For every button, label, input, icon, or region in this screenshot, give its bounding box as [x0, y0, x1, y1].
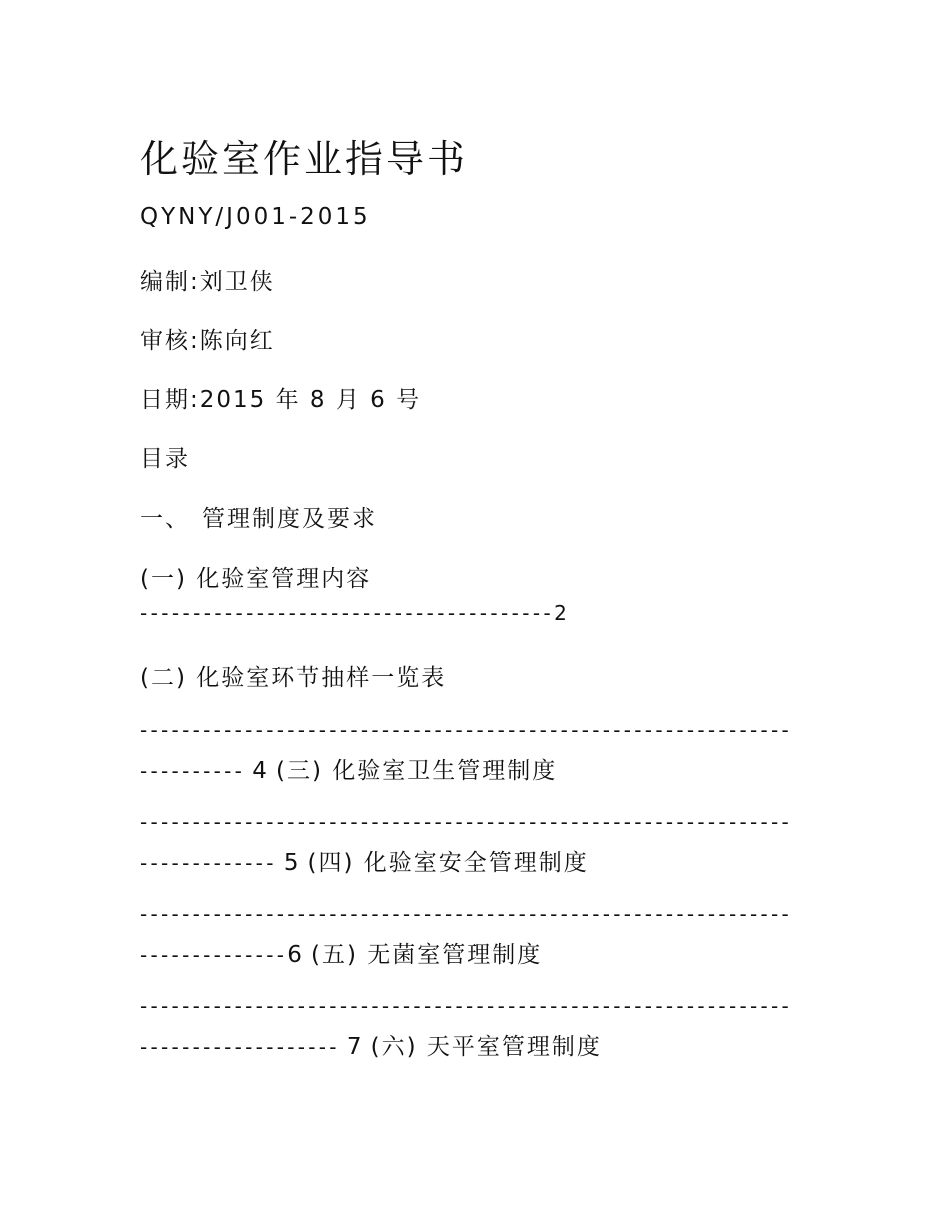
toc-item-3-label: (三) 化验室卫生管理制度 — [276, 758, 558, 784]
toc-item-1-page: 2 — [554, 601, 571, 625]
document-editor: 编制:刘卫侠 — [140, 269, 275, 295]
toc-section-number: 一、 — [140, 506, 190, 532]
toc-item-4-page: 6 — [287, 942, 304, 968]
toc-item-5-dashes: ------------------- — [140, 1035, 340, 1059]
toc-item-5-leader-line: -------------------------------------------------------------- — [140, 994, 793, 1018]
toc-item-1-leader — [140, 601, 570, 625]
toc-item-5-leader-tail — [140, 1028, 602, 1061]
toc-item-4-leader-tail — [140, 936, 542, 969]
toc-item-3-leader-line: -------------------------------------------------------------- — [140, 810, 793, 834]
toc-item-2-dashes: ---------- — [140, 759, 246, 783]
toc-item-2-page: 4 — [252, 758, 269, 784]
toc-item-5-label: (五) 无菌室管理制度 — [310, 942, 543, 968]
toc-item-1-label: (一) 化验室管理内容 — [140, 566, 372, 592]
document-title: 化验室作业指导书 — [140, 137, 469, 181]
toc-section-1 — [140, 500, 377, 533]
document-date: 日期:2015 年 8 月 6 号 — [140, 387, 422, 413]
toc-item-3-page: 5 — [283, 850, 301, 876]
toc-item-2-leader-tail — [140, 752, 557, 785]
document-reviewer: 审核:陈向红 — [140, 328, 275, 354]
toc-item-1-dashes: --------------------------------------- — [140, 601, 555, 625]
toc-item-4-label: (四) 化验室安全管理制度 — [307, 850, 589, 876]
toc-section-label: 管理制度及要求 — [202, 506, 377, 532]
toc-item-3-leader-tail — [140, 844, 589, 877]
toc-item-6-label: (六) 天平室管理制度 — [370, 1034, 602, 1060]
toc-item-3-dashes: ------------- — [140, 851, 277, 875]
toc-item-5-page: 7 — [346, 1034, 364, 1060]
toc-item-2-leader-line: -------------------------------------------------------------- — [140, 718, 793, 742]
document-code: QYNY/J001-2015 — [140, 204, 371, 230]
toc-item-2-label: (二) 化验室环节抽样一览表 — [140, 665, 447, 691]
toc-item-4-leader-line: -------------------------------------------------------------- — [140, 902, 793, 926]
toc-heading: 目录 — [140, 446, 190, 472]
toc-item-4-dashes: -------------- — [140, 943, 288, 967]
